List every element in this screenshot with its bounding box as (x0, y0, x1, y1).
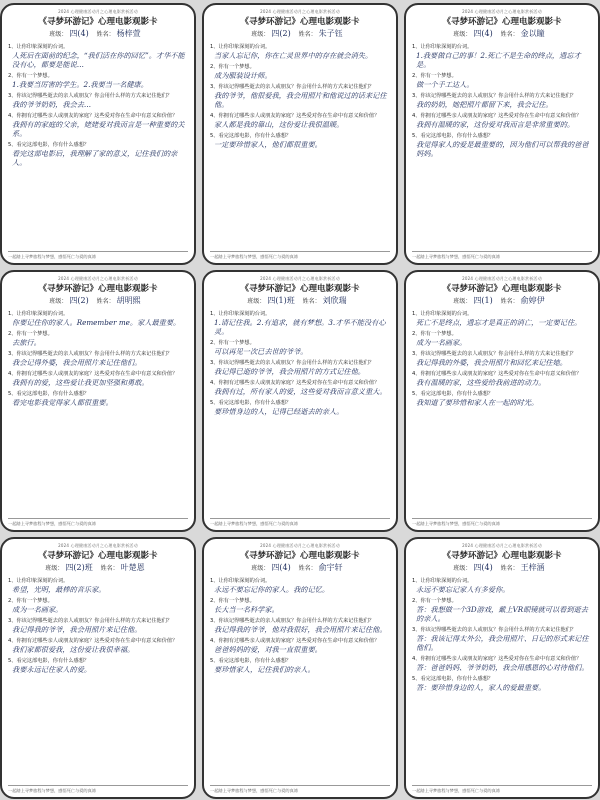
question-2: 2、你有一个梦想。 (412, 598, 457, 604)
question-4: 4、你拥有过哪些亲人或朋友的家庭？这些爱对你在生命中有意义和价值？ (412, 656, 582, 662)
question-3: 3、你该记得哪些逝去的亲人或朋友？你会用什么样的方式来记住他们？ (412, 351, 577, 357)
class-label: 班级： (49, 31, 68, 38)
answer-3: 我会记得外婆，我会用照片来记住他们。 (12, 358, 142, 367)
question-5: 5、看完这部电影，你有什么感想？ (412, 133, 494, 139)
name-label: 姓名： (298, 565, 317, 572)
question-1: 1、让你印象深刻的台词。 (412, 578, 473, 584)
activity-caption: 2024 心理健康活动月之心理电影赏析活动 (58, 276, 138, 281)
question-3: 3、你该记得哪些逝去的亲人或朋友？你会用什么样的方式来记住他们？ (8, 93, 173, 99)
answer-4: 我拥有温暖的家，这份爱对我而言是非常重要的。 (416, 120, 575, 129)
class-value: 四(2) (69, 296, 89, 305)
class-value: 四(1)班 (267, 296, 295, 305)
name-label: 姓名： (100, 565, 119, 572)
answer-3: 我记得已逝的爷爷，我会用照片的方式记住他。 (214, 367, 365, 376)
class-label: 班级： (453, 298, 472, 305)
class-label: 班级： (49, 298, 68, 305)
observation-card (0, 537, 196, 799)
question-1: 1、让你印象深刻的台词。 (210, 578, 271, 584)
answer-2: 成为一名画家。 (12, 605, 63, 614)
question-4: 4、你拥有过哪些亲人或朋友的家庭？这些爱对你在生命中有意义和价值？ (8, 371, 178, 377)
student-info (210, 29, 390, 40)
name-value: 俞宇轩 (318, 563, 343, 572)
activity-caption: 2024 心理健康活动月之心理电影赏析活动 (260, 9, 340, 14)
card-title: 《寻梦环游记》心理电影观影卡 (442, 284, 562, 294)
answer-1: 你要记住你的家人。Remember me。家人最重要。 (12, 318, 181, 327)
answer-2: 成为服装设计师。 (214, 71, 272, 80)
activity-caption: 2024 心理健康活动月之心理电影赏析活动 (462, 543, 542, 548)
question-1: 1、让你印象深刻的台词。 (210, 311, 271, 317)
class-value: 四(4) (271, 563, 291, 572)
card-title: 《寻梦环游记》心理电影观影卡 (38, 284, 158, 294)
class-value: 四(4) (69, 29, 89, 38)
class-value: 四(1) (473, 296, 493, 305)
answer-3: 我的爷爷，他很爱我，我会用照片和他说过的话来记住他。 (214, 91, 387, 109)
observation-card (404, 3, 600, 265)
card-footer: 一起踏上寻梦旅程与梦想，感悟死亡与爱的真谛 (412, 518, 592, 527)
question-5: 5、看完这部电影，你有什么感想？ (412, 391, 494, 397)
answer-2: 成为一名画家。 (416, 338, 467, 347)
name-value: 俞婷伊 (520, 296, 545, 305)
answer-1: 永远不要忘记你的家人。我的记忆。 (214, 585, 330, 594)
observation-card (202, 537, 398, 799)
question-4: 4、你拥有过哪些亲人或朋友的家庭？这些爱对你在生命中有意义和价值？ (8, 638, 178, 644)
answer-3: 我记得我的外婆，我会用照片和回忆来记住她。 (416, 358, 567, 367)
question-5: 5、看完这部电影，你有什么感想？ (210, 658, 292, 664)
card-footer: 一起踏上寻梦旅程与梦想，感悟死亡与爱的真谛 (210, 518, 390, 527)
question-4: 4、你拥有过哪些亲人或朋友的家庭？这些爱对你在生命中有意义和价值？ (412, 113, 582, 119)
student-info (8, 296, 188, 307)
activity-caption: 2024 心理健康活动月之心理电影赏析活动 (260, 543, 340, 548)
answer-4: 我们家都很爱我，这份爱让我很幸福。 (12, 645, 135, 654)
student-info (412, 29, 592, 40)
student-info (8, 563, 188, 574)
student-info (8, 29, 188, 40)
card-title: 《寻梦环游记》心理电影观影卡 (240, 551, 360, 561)
question-4: 4、你拥有过哪些亲人或朋友的家庭？这些爱对你在生命中有意义和价值？ (8, 113, 178, 119)
question-5: 5、看完这部电影，你有什么感想？ (210, 400, 292, 406)
class-label: 班级： (251, 565, 270, 572)
name-value: 杨梓萱 (116, 29, 141, 38)
answer-2: 答：我想做一个3D游戏，戴上VR眼镜就可以看到逝去的亲人。 (416, 605, 588, 623)
class-value: 四(2)班 (65, 563, 93, 572)
observation-card (202, 3, 398, 265)
answer-2: 去旅行。 (12, 338, 41, 347)
answer-3: 答：我该记得太外公，我会用照片、日记的形式来记住他们。 (416, 634, 589, 652)
question-3: 3、你该记得哪些逝去的亲人或朋友？你会用什么样的方式来记住他们？ (8, 618, 173, 624)
card-title: 《寻梦环游记》心理电影观影卡 (240, 284, 360, 294)
name-label: 姓名： (298, 31, 317, 38)
activity-caption: 2024 心理健康活动月之心理电影赏析活动 (462, 276, 542, 281)
question-2: 2、你有一个梦想。 (8, 73, 53, 79)
question-2: 2、你有一个梦想。 (210, 64, 255, 70)
answer-4: 我拥有的家庭的父亲，姥姥爱对我而言是一种重要的关系。 (12, 120, 185, 138)
question-5: 5、看完这部电影，你有什么感想？ (8, 142, 90, 148)
name-value: 刘欣瑞 (322, 296, 347, 305)
question-1: 1、让你印象深刻的台词。 (8, 578, 69, 584)
activity-caption: 2024 心理健康活动月之心理电影赏析活动 (260, 276, 340, 281)
student-info (210, 563, 390, 574)
question-1: 1、让你印象深刻的台词。 (8, 311, 69, 317)
card-title: 《寻梦环游记》心理电影观影卡 (38, 551, 158, 561)
question-3: 3、你该记得哪些逝去的亲人或朋友？你会用什么样的方式来记住他们？ (412, 93, 577, 99)
answer-4: 我拥有的爱，这些爱让我更加坚强和勇敢。 (12, 378, 149, 387)
answer-1: 永远不要忘记家人有多爱你。 (416, 585, 510, 594)
name-label: 姓名： (500, 565, 519, 572)
student-info (210, 296, 390, 307)
name-value: 朱子钰 (318, 29, 343, 38)
activity-caption: 2024 心理健康活动月之心理电影赏析活动 (462, 9, 542, 14)
answer-2: 做一个手工达人。 (416, 80, 474, 89)
answer-2: 可以再见一次已去世的爷爷。 (214, 347, 308, 356)
card-footer: 一起踏上寻梦旅程与梦想，感悟死亡与爱的真谛 (210, 251, 390, 260)
answer-3: 我的奶奶，她把照片都留下来，我会记住。 (416, 100, 553, 109)
answer-1: 1.我要做自己的事！2.死亡不是生命的终点，遗忘才是。 (416, 51, 581, 69)
answer-2: 1.我要当厉害的学生。2.我要当一名健康。 (12, 80, 148, 89)
observation-card (0, 270, 196, 532)
answer-3: 我记得我的爷爷，我会用照片来记住他。 (12, 625, 142, 634)
activity-caption: 2024 心理健康活动月之心理电影赏析活动 (58, 9, 138, 14)
question-4: 4、你拥有过哪些亲人或朋友的家庭？这些爱对你在生命中有意义和价值？ (210, 380, 380, 386)
answer-5: 看完这部电影后，我理解了家的意义，记住我们的亲人。 (12, 149, 178, 167)
card-title: 《寻梦环游记》心理电影观影卡 (38, 17, 158, 27)
question-2: 2、你有一个梦想。 (210, 340, 255, 346)
name-value: 金以瞳 (520, 29, 545, 38)
name-value: 叶楚恩 (120, 563, 145, 572)
question-3: 3、你该记得哪些逝去的亲人或朋友？你会用什么样的方式来记住他们？ (210, 360, 375, 366)
question-5: 5、看完这部电影，你有什么感想？ (210, 133, 292, 139)
class-value: 四(4) (473, 563, 493, 572)
answer-1: 当家人忘记你，你在亡灵世界中的存在就会消失。 (214, 51, 373, 60)
class-label: 班级： (251, 31, 270, 38)
answer-1: 死亡不是终点，遗忘才是真正的消亡，一定要记住。 (416, 318, 582, 327)
question-5: 5、看完这部电影，你有什么感想？ (8, 658, 90, 664)
answer-4: 我拥有过，所有家人的爱，这些爱对我而言意义重大。 (214, 387, 387, 396)
name-label: 姓名： (302, 298, 321, 305)
name-label: 姓名： (500, 31, 519, 38)
student-info (412, 296, 592, 307)
answer-4: 家人都是我的靠山，这份爱让我很温暖。 (214, 120, 344, 129)
question-4: 4、你拥有过哪些亲人或朋友的家庭？这些爱对你在生命中有意义和价值？ (210, 113, 380, 119)
card-footer: 一起踏上寻梦旅程与梦想，感悟死亡与爱的真谛 (210, 785, 390, 794)
card-title: 《寻梦环游记》心理电影观影卡 (240, 17, 360, 27)
class-label: 班级： (247, 298, 266, 305)
name-value: 胡明熙 (116, 296, 141, 305)
answer-5: 我觉得家人的爱是最重要的，因为他们可以帮我的爸爸妈妈。 (416, 140, 589, 158)
card-title: 《寻梦环游记》心理电影观影卡 (442, 551, 562, 561)
answer-4: 答：爸爸妈妈、爷爷奶奶，我会用感恩的心对待他们。 (416, 663, 589, 672)
observation-card (404, 537, 600, 799)
answer-5: 要珍惜身边的人，记得已经逝去的亲人。 (214, 407, 344, 416)
question-5: 5、看完这部电影，你有什么感想？ (8, 391, 90, 397)
question-3: 3、你该记得哪些逝去的亲人或朋友？你会用什么样的方式来记住他们？ (412, 627, 577, 633)
card-footer: 一起踏上寻梦旅程与梦想，感悟死亡与爱的真谛 (8, 251, 188, 260)
answer-5: 看完电影我觉得家人都很重要。 (12, 398, 113, 407)
observation-card (0, 3, 196, 265)
card-title: 《寻梦环游记》心理电影观影卡 (442, 17, 562, 27)
question-3: 3、你该记得哪些逝去的亲人或朋友？你会用什么样的方式来记住他们？ (210, 84, 375, 90)
class-label: 班级： (45, 565, 64, 572)
answer-3: 我的爷爷奶奶，我会去… (12, 100, 92, 109)
question-4: 4、你拥有过哪些亲人或朋友的家庭？这些爱对你在生命中有意义和价值？ (210, 638, 380, 644)
question-2: 2、你有一个梦想。 (8, 598, 53, 604)
observation-card (404, 270, 600, 532)
activity-caption: 2024 心理健康活动月之心理电影赏析活动 (58, 543, 138, 548)
question-5: 5、看完这部电影，你有什么感想？ (412, 676, 494, 682)
name-value: 王梓涵 (520, 563, 545, 572)
class-label: 班级： (453, 31, 472, 38)
question-1: 1、让你印象深刻的台词。 (412, 44, 473, 50)
answer-1: 1.请记住我。2.有追求，就有梦想。3.才华不能没有心灵。 (214, 318, 386, 336)
answer-4: 爸爸妈妈的爱，对我一直很重要。 (214, 645, 322, 654)
answer-2: 长大当一名科学家。 (214, 605, 279, 614)
question-2: 2、你有一个梦想。 (412, 331, 457, 337)
question-3: 3、你该记得哪些逝去的亲人或朋友？你会用什么样的方式来记住他们？ (210, 618, 375, 624)
answer-1: 人死后在面前的纪念，“我们活在你的回忆”。才华不能没有心，都要是能说… (12, 51, 185, 69)
question-1: 1、让你印象深刻的台词。 (412, 311, 473, 317)
answer-5: 要珍惜家人，记住我们的亲人。 (214, 665, 315, 674)
name-label: 姓名： (500, 298, 519, 305)
name-label: 姓名： (96, 298, 115, 305)
student-info (412, 563, 592, 574)
card-footer: 一起踏上寻梦旅程与梦想，感悟死亡与爱的真谛 (8, 518, 188, 527)
question-4: 4、你拥有过哪些亲人或朋友的家庭？这些爱对你在生命中有意义和价值？ (412, 371, 582, 377)
answer-1: 希望，光明，最棒的音乐家。 (12, 585, 106, 594)
answer-5: 答：要珍惜身边的人，家人的爱最重要。 (416, 683, 546, 692)
question-2: 2、你有一个梦想。 (412, 73, 457, 79)
card-footer: 一起踏上寻梦旅程与梦想，感悟死亡与爱的真谛 (412, 251, 592, 260)
question-3: 3、你该记得哪些逝去的亲人或朋友？你会用什么样的方式来记住他们？ (8, 351, 173, 357)
answer-3: 我记得我的爷爷，他对我很好，我会用照片来记住他。 (214, 625, 387, 634)
class-value: 四(2) (271, 29, 291, 38)
answer-5: 一定要珍惜家人，他们都很重要。 (214, 140, 322, 149)
question-1: 1、让你印象深刻的台词。 (210, 44, 271, 50)
answer-5: 我要永远记住家人的爱。 (12, 665, 92, 674)
question-1: 1、让你印象深刻的台词。 (8, 44, 69, 50)
card-footer: 一起踏上寻梦旅程与梦想，感悟死亡与爱的真谛 (8, 785, 188, 794)
class-value: 四(4) (473, 29, 493, 38)
question-2: 2、你有一个梦想。 (8, 331, 53, 337)
answer-4: 我有温暖的家，这些爱给我前进的动力。 (416, 378, 546, 387)
name-label: 姓名： (96, 31, 115, 38)
answer-5: 我知道了要珍惜和家人在一起的时光。 (416, 398, 539, 407)
observation-card (202, 270, 398, 532)
question-2: 2、你有一个梦想。 (210, 598, 255, 604)
class-label: 班级： (453, 565, 472, 572)
card-footer: 一起踏上寻梦旅程与梦想，感悟死亡与爱的真谛 (412, 785, 592, 794)
